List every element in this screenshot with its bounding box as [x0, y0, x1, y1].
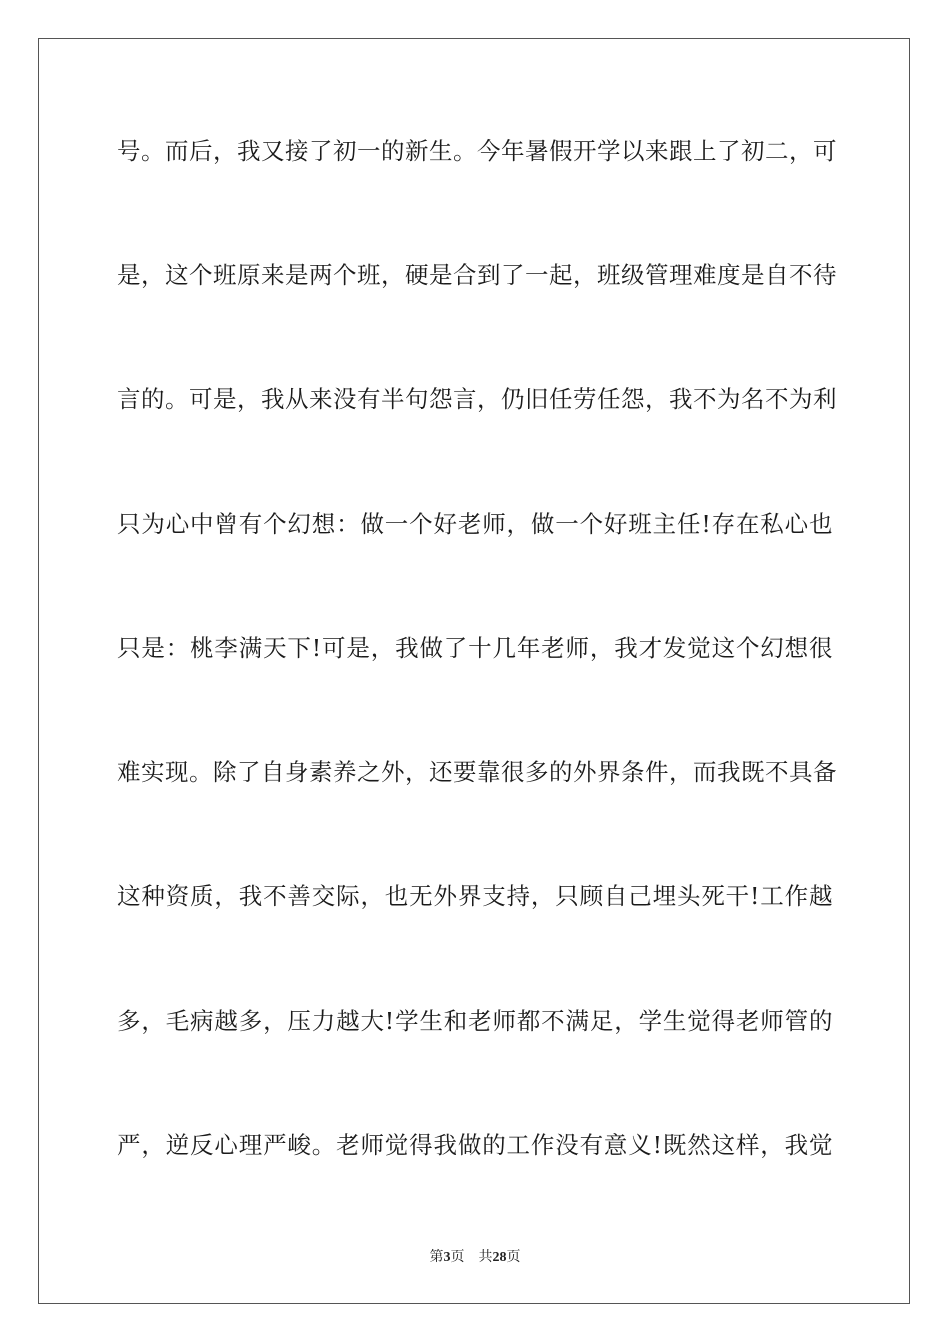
text-line-9: 严，逆反心理严峻。老师觉得我做的工作没有意义!既然这样，我觉 [117, 1131, 833, 1159]
text-line-1: 号。而后，我又接了初一的新生。今年暑假开学以来跟上了初二，可 [117, 137, 837, 165]
page-current: 3 [443, 1250, 451, 1265]
page-border [38, 38, 910, 1304]
page-number [430, 1249, 465, 1265]
text-line-8: 多，毛病越多，压力越大!学生和老师都不满足，学生觉得老师管的 [117, 1007, 833, 1035]
text-line-6: 难实现。除了自身素养之外，还要靠很多的外界条件，而我既不具备 [117, 758, 837, 786]
page-suffix: 页 [450, 1249, 465, 1265]
text-line-4: 只为心中曾有个幻想：做一个好老师，做一个好班主任!存在私心也 [117, 510, 833, 538]
text-line-7: 这种资质，我不善交际，也无外界支持，只顾自己埋头死干!工作越 [117, 882, 833, 910]
total-prefix: 共 [478, 1249, 493, 1265]
page-footer [0, 1247, 950, 1268]
text-line-5: 只是：桃李满天下!可是，我做了十几年老师，我才发觉这个幻想很 [117, 634, 833, 662]
total-count: 28 [492, 1250, 507, 1265]
text-line-2: 是，这个班原来是两个班，硬是合到了一起，班级管理难度是自不待 [117, 261, 837, 289]
page-prefix: 第 [429, 1249, 444, 1265]
text-line-3: 言的。可是，我从来没有半句怨言，仍旧任劳任怨，我不为名不为利 [117, 385, 837, 413]
page-total [479, 1249, 521, 1265]
total-suffix: 页 [506, 1249, 521, 1265]
